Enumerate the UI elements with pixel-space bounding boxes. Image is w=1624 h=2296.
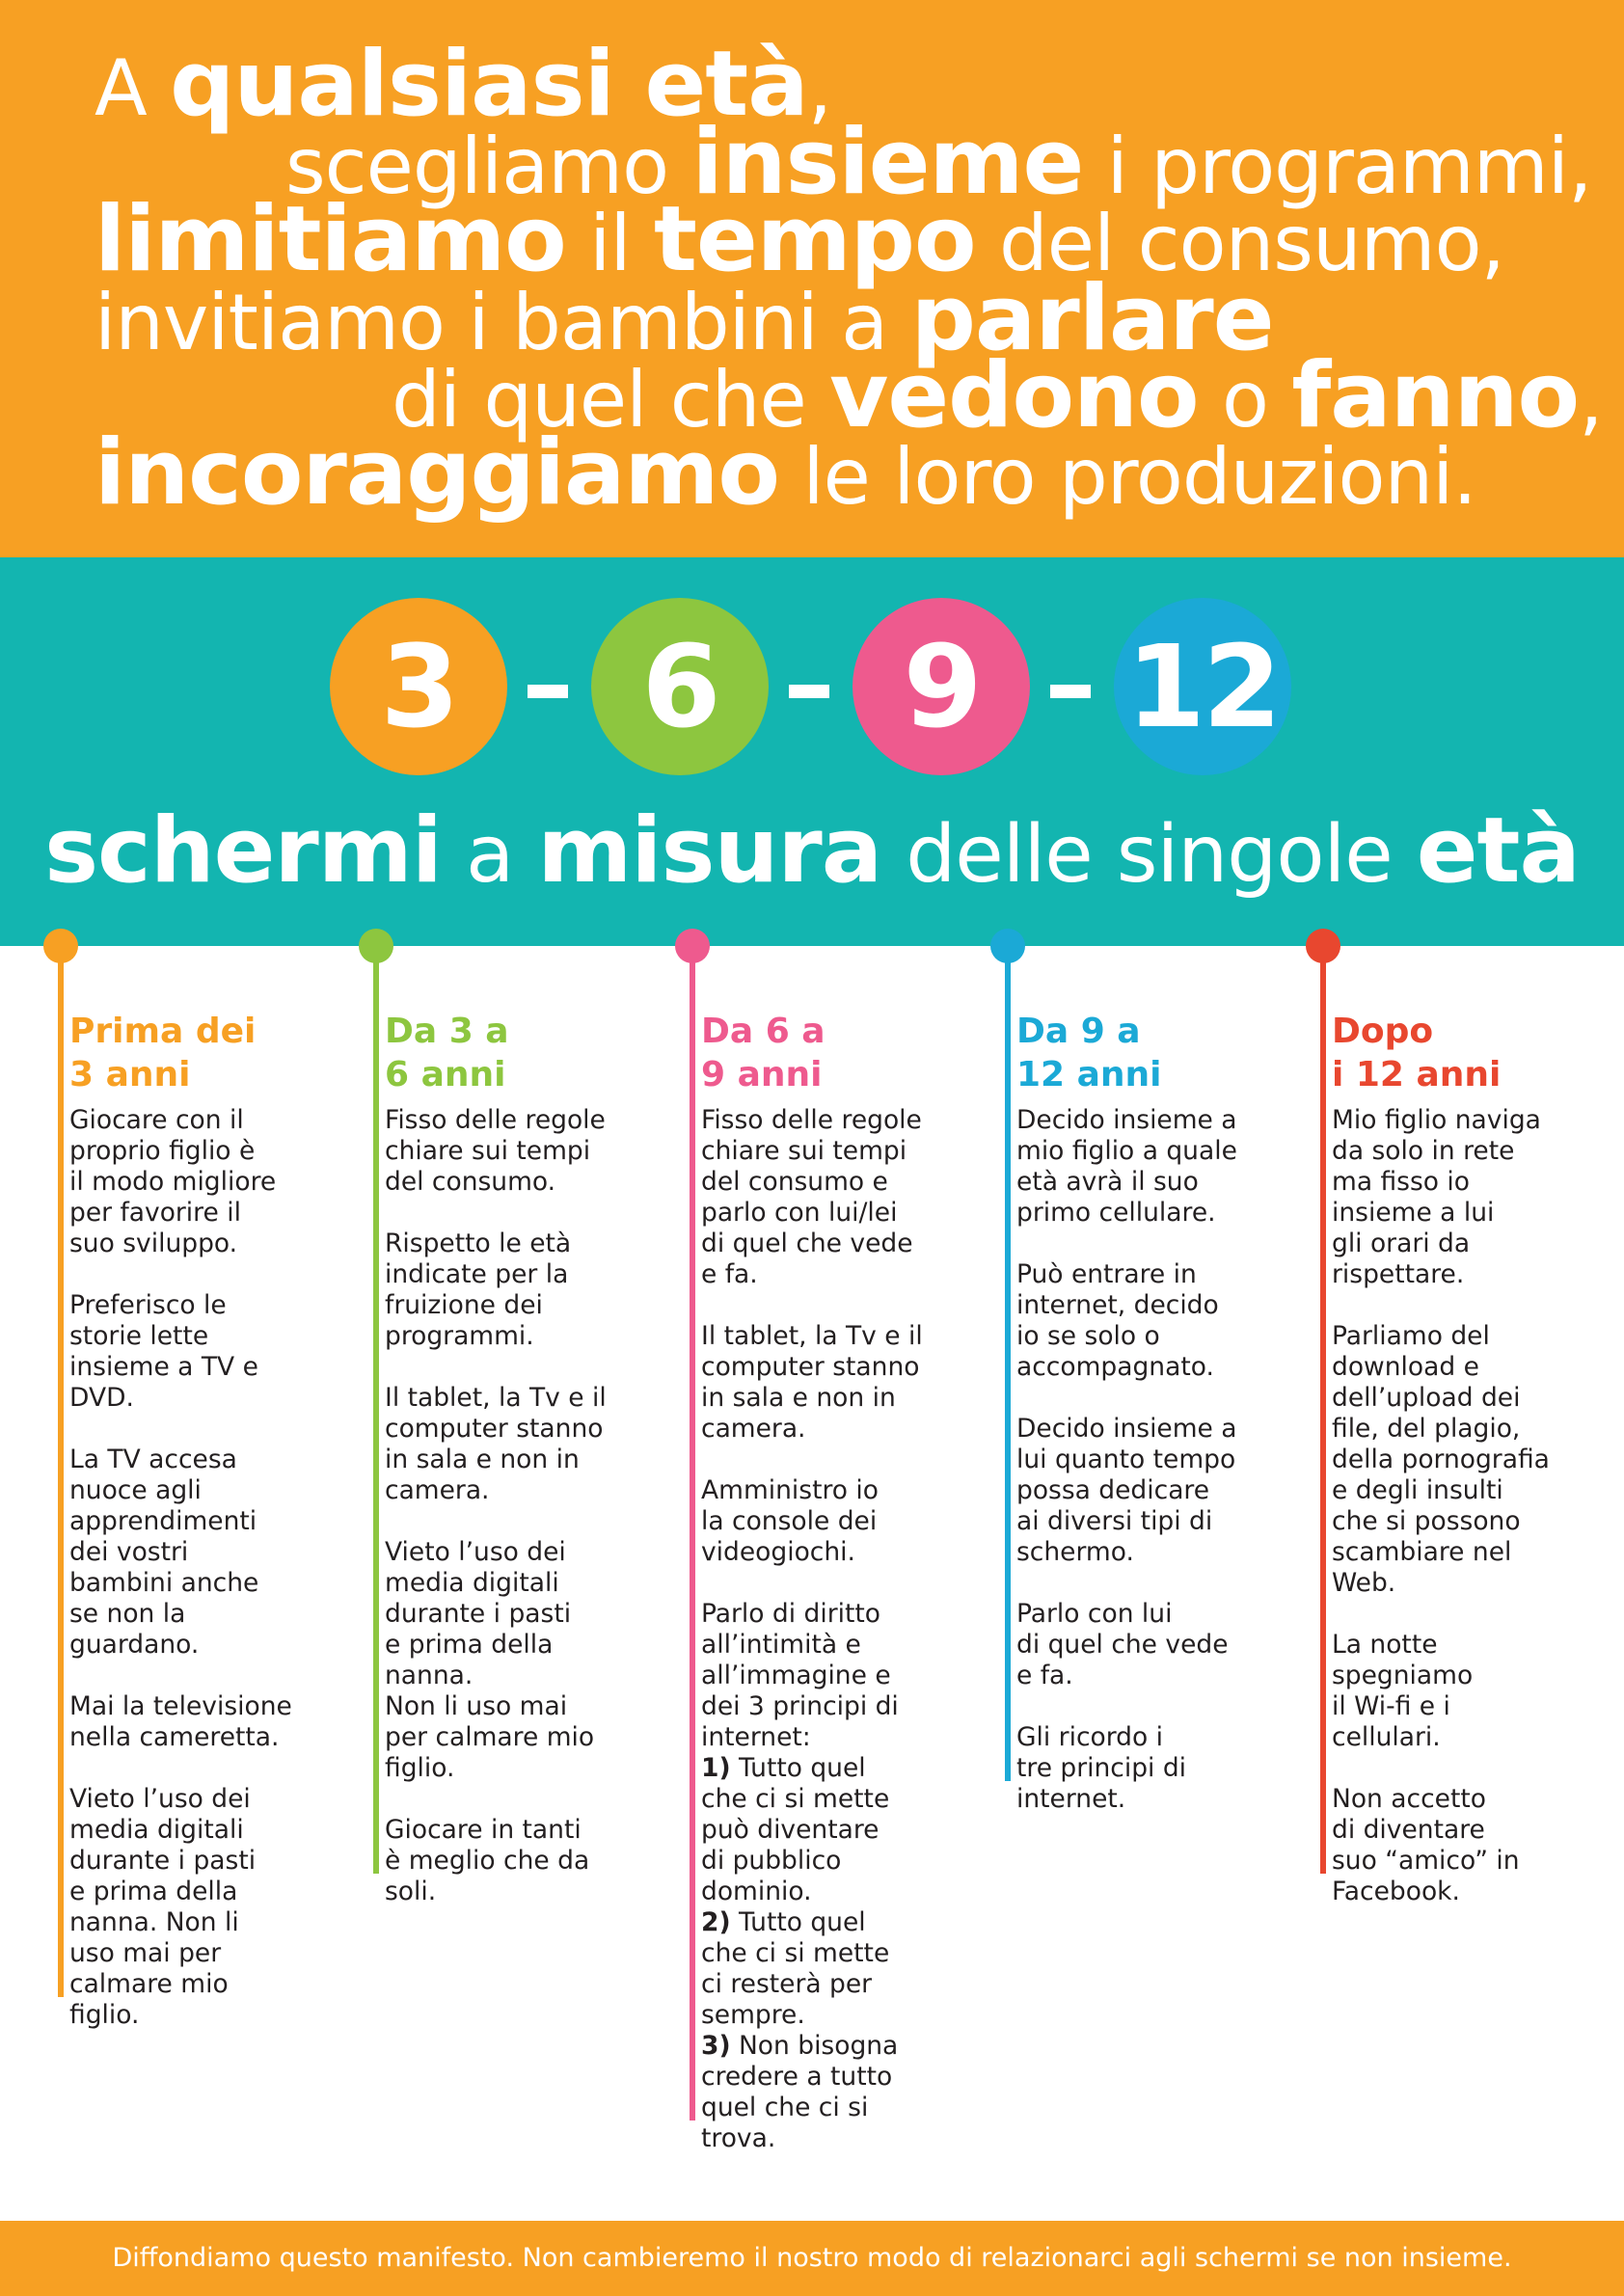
age-band	[0, 557, 1624, 946]
column-text: Giocare con il proprio figlio è il modo migliore per favorire il suo sviluppo. Preferisco le storie lette insieme a TV e DVD. La TV accesa nuoce agli apprendimenti dei vostri bambini anche se non la guardano. Mai la televisione nella cameretta. Vieto l’uso dei media digitali durante i pasti e prima della nanna. Non li uso mai per calmare mio figlio.	[69, 1105, 292, 2030]
dash-separator	[528, 685, 568, 698]
header-banner	[0, 0, 1624, 557]
timeline-line	[690, 946, 695, 2120]
column-title: Dopo i 12 anni	[1332, 1012, 1502, 1094]
column-title: Da 6 a 9 anni	[701, 1012, 826, 1094]
dash-separator	[1050, 685, 1091, 698]
footer-text: Diffondiamo questo manifesto. Non cambieremo il nostro modo di relazionarci agli schermi se non insieme.	[112, 2243, 1512, 2273]
column-title: Da 3 a 6 anni	[385, 1012, 509, 1094]
age-circle-12: 12	[1114, 598, 1291, 775]
headline-line-6: incoraggiamo le loro produzioni.	[95, 420, 1476, 526]
band-title: schermi a misura delle singole età	[44, 798, 1580, 904]
age-circle-9: 9	[853, 598, 1030, 775]
headline-line-2: scegliamo insieme i programmi,	[285, 110, 1592, 215]
timeline-line	[1320, 946, 1326, 1874]
timeline-line	[58, 946, 64, 1997]
dash-separator	[789, 685, 829, 698]
age-circle-3: 3	[330, 598, 507, 775]
footer-banner	[0, 2221, 1624, 2296]
age-circle-6: 6	[591, 598, 769, 775]
column-title: Prima dei 3 anni	[69, 1012, 257, 1094]
column-text: Decido insieme a mio figlio a quale età avrà il suo primo cellulare. Può entrare in internet, decido io se solo o accompagnato. Decido insieme a lui quanto tempo possa dedicare ai diversi tipi di schermo. Parlo con lui di quel che vede e fa. Gli ricordo i tre principi di internet.	[1016, 1105, 1237, 1814]
headline-line-4: invitiamo i bambini a parlare	[95, 266, 1274, 371]
column-text: Fisso delle regole chiare sui tempi del consumo. Rispetto le età indicate per la fruizione dei programmi. Il tablet, la Tv e il computer stanno in sala e non in camera. Vieto l’uso dei media digitali durante i pasti e prima della nanna. Non li uso mai per calmare mio figlio. Giocare in tanti è meglio che da soli.	[385, 1105, 607, 1906]
column-text: Mio figlio naviga da solo in rete ma fisso io insieme a lui gli orari da rispettare. Parliamo del download e dell’upload dei file, del plagio, della pornografia e degli insulti che si possono scambiare nel Web. La notte spegniamo il Wi-fi e i cellulari. Non accetto di diventare suo “amico” in Facebook.	[1332, 1105, 1550, 1906]
headline-line-5: di quel che vedono o fanno,	[392, 343, 1603, 448]
headline-line-3: limitiamo il tempo del consumo,	[95, 187, 1504, 292]
column-title: Da 9 a 12 anni	[1016, 1012, 1162, 1094]
column-text: Fisso delle regole chiare sui tempi del consumo e parlo con lui/lei di quel che vede e fa. Il tablet, la Tv e il computer stanno in sala e non in camera. Amministro io la console dei videogiochi. Parlo di diritto all’intimità e all’immagine e dei 3 principi di internet: 1) Tutto quel che ci si mette può diventare di pubblico dominio. 2) Tutto quel che ci si mette ci resterà per sempre. 3) Non bisogna credere a tutto quel che ci si trova.	[701, 1105, 923, 2153]
timeline-line	[1005, 946, 1011, 1781]
timeline-line	[373, 946, 379, 1874]
headline-line-1: A qualsiasi età,	[95, 32, 832, 137]
